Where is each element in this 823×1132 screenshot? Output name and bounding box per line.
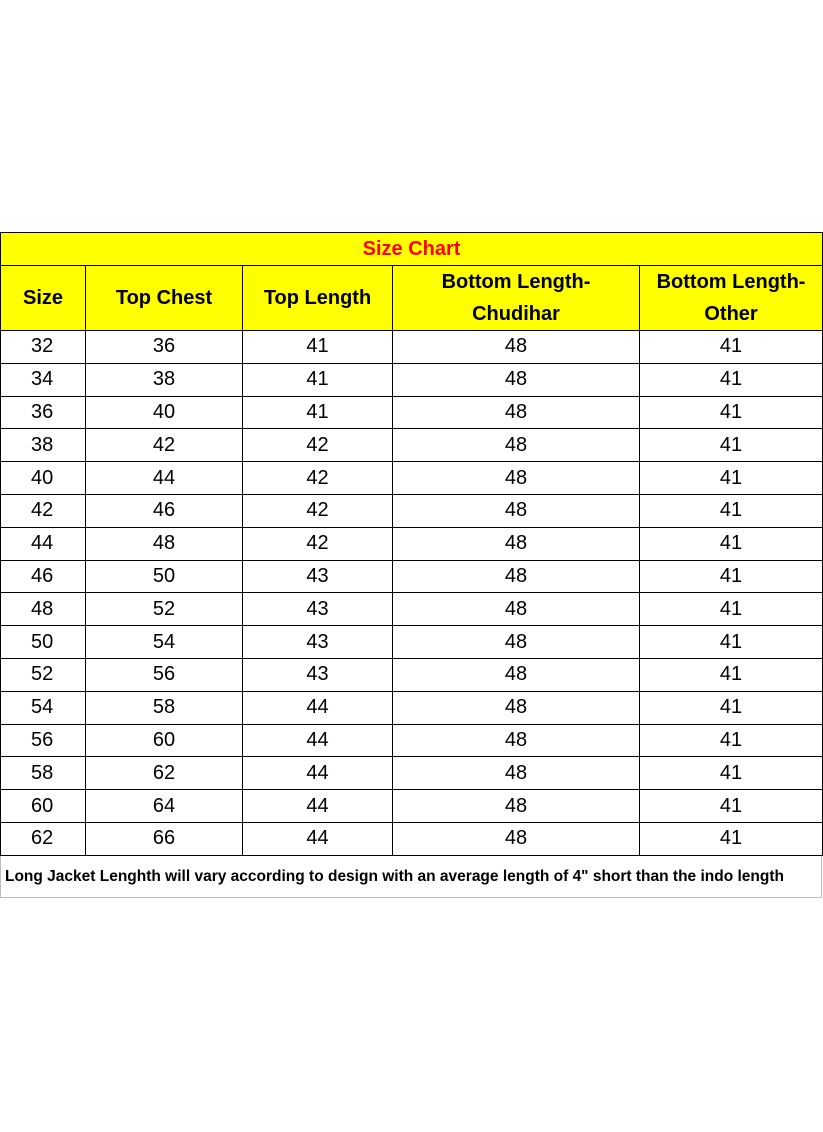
cell-bottom-length-chudihar: 48 — [393, 331, 640, 364]
header-top-chest: Top Chest — [86, 266, 243, 331]
table-row — [1, 757, 823, 790]
cell-bottom-length-other: 41 — [640, 691, 823, 724]
header-size: Size — [1, 266, 86, 331]
title-row — [1, 233, 823, 266]
cell-top-length: 44 — [243, 724, 393, 757]
cell-top-length: 42 — [243, 527, 393, 560]
cell-bottom-length-other: 41 — [640, 494, 823, 527]
size-chart-sheet — [0, 232, 822, 898]
cell-bottom-length-other: 41 — [640, 429, 823, 462]
cell-top-chest: 42 — [86, 429, 243, 462]
cell-size: 34 — [1, 363, 86, 396]
cell-size: 42 — [1, 494, 86, 527]
cell-top-length: 44 — [243, 757, 393, 790]
size-chart-table — [0, 232, 823, 856]
cell-bottom-length-chudihar: 48 — [393, 593, 640, 626]
cell-bottom-length-chudihar: 48 — [393, 822, 640, 855]
cell-size: 58 — [1, 757, 86, 790]
cell-bottom-length-chudihar: 48 — [393, 626, 640, 659]
header-row — [1, 266, 823, 331]
cell-bottom-length-other: 41 — [640, 527, 823, 560]
cell-top-chest: 36 — [86, 331, 243, 364]
cell-top-chest: 62 — [86, 757, 243, 790]
cell-bottom-length-other: 41 — [640, 331, 823, 364]
cell-top-chest: 58 — [86, 691, 243, 724]
cell-top-length: 43 — [243, 626, 393, 659]
cell-bottom-length-other: 41 — [640, 593, 823, 626]
cell-top-chest: 44 — [86, 462, 243, 495]
cell-bottom-length-other: 41 — [640, 790, 823, 823]
header-bottom-length-chudihar: Bottom Length- Chudihar — [393, 266, 640, 331]
cell-top-chest: 40 — [86, 396, 243, 429]
cell-bottom-length-chudihar: 48 — [393, 396, 640, 429]
cell-size: 46 — [1, 560, 86, 593]
cell-top-chest: 60 — [86, 724, 243, 757]
cell-bottom-length-other: 41 — [640, 757, 823, 790]
cell-bottom-length-chudihar: 48 — [393, 363, 640, 396]
table-row — [1, 363, 823, 396]
cell-size: 62 — [1, 822, 86, 855]
cell-bottom-length-other: 41 — [640, 822, 823, 855]
table-row — [1, 494, 823, 527]
cell-bottom-length-chudihar: 48 — [393, 691, 640, 724]
table-body — [1, 331, 823, 856]
cell-bottom-length-chudihar: 48 — [393, 429, 640, 462]
cell-top-chest: 48 — [86, 527, 243, 560]
header-bottom-length-other: Bottom Length- Other — [640, 266, 823, 331]
cell-bottom-length-other: 41 — [640, 363, 823, 396]
cell-bottom-length-chudihar: 48 — [393, 790, 640, 823]
cell-top-chest: 38 — [86, 363, 243, 396]
table-row — [1, 691, 823, 724]
table-row — [1, 429, 823, 462]
cell-top-length: 42 — [243, 462, 393, 495]
cell-size: 36 — [1, 396, 86, 429]
cell-top-chest: 56 — [86, 658, 243, 691]
cell-top-chest: 46 — [86, 494, 243, 527]
cell-bottom-length-other: 41 — [640, 626, 823, 659]
cell-top-chest: 52 — [86, 593, 243, 626]
cell-bottom-length-chudihar: 48 — [393, 462, 640, 495]
cell-top-length: 41 — [243, 331, 393, 364]
table-row — [1, 593, 823, 626]
cell-bottom-length-other: 41 — [640, 396, 823, 429]
cell-bottom-length-other: 41 — [640, 462, 823, 495]
cell-top-chest: 66 — [86, 822, 243, 855]
table-row — [1, 626, 823, 659]
cell-top-length: 41 — [243, 363, 393, 396]
cell-top-chest: 54 — [86, 626, 243, 659]
footnote: Long Jacket Lenghth will vary according to design with an average length of 4" short than the indo length — [0, 856, 822, 898]
cell-bottom-length-chudihar: 48 — [393, 527, 640, 560]
table-row — [1, 560, 823, 593]
cell-bottom-length-chudihar: 48 — [393, 494, 640, 527]
cell-bottom-length-chudihar: 48 — [393, 658, 640, 691]
cell-top-length: 44 — [243, 822, 393, 855]
cell-size: 50 — [1, 626, 86, 659]
chart-title: Size Chart — [1, 233, 823, 266]
cell-top-chest: 50 — [86, 560, 243, 593]
cell-top-length: 43 — [243, 658, 393, 691]
header-top-length: Top Length — [243, 266, 393, 331]
cell-size: 60 — [1, 790, 86, 823]
cell-size: 32 — [1, 331, 86, 364]
table-row — [1, 822, 823, 855]
table-row — [1, 527, 823, 560]
table-row — [1, 396, 823, 429]
cell-bottom-length-chudihar: 48 — [393, 560, 640, 593]
cell-size: 44 — [1, 527, 86, 560]
cell-size: 54 — [1, 691, 86, 724]
cell-bottom-length-other: 41 — [640, 724, 823, 757]
table-row — [1, 790, 823, 823]
cell-size: 52 — [1, 658, 86, 691]
cell-top-length: 42 — [243, 494, 393, 527]
cell-bottom-length-chudihar: 48 — [393, 724, 640, 757]
table-row — [1, 658, 823, 691]
table-row — [1, 724, 823, 757]
cell-top-length: 44 — [243, 790, 393, 823]
cell-size: 48 — [1, 593, 86, 626]
table-row — [1, 462, 823, 495]
cell-size: 40 — [1, 462, 86, 495]
cell-top-length: 41 — [243, 396, 393, 429]
table-row — [1, 331, 823, 364]
cell-bottom-length-other: 41 — [640, 658, 823, 691]
cell-top-length: 43 — [243, 593, 393, 626]
cell-top-length: 42 — [243, 429, 393, 462]
cell-size: 56 — [1, 724, 86, 757]
cell-bottom-length-chudihar: 48 — [393, 757, 640, 790]
cell-top-chest: 64 — [86, 790, 243, 823]
cell-bottom-length-other: 41 — [640, 560, 823, 593]
cell-top-length: 44 — [243, 691, 393, 724]
cell-top-length: 43 — [243, 560, 393, 593]
cell-size: 38 — [1, 429, 86, 462]
